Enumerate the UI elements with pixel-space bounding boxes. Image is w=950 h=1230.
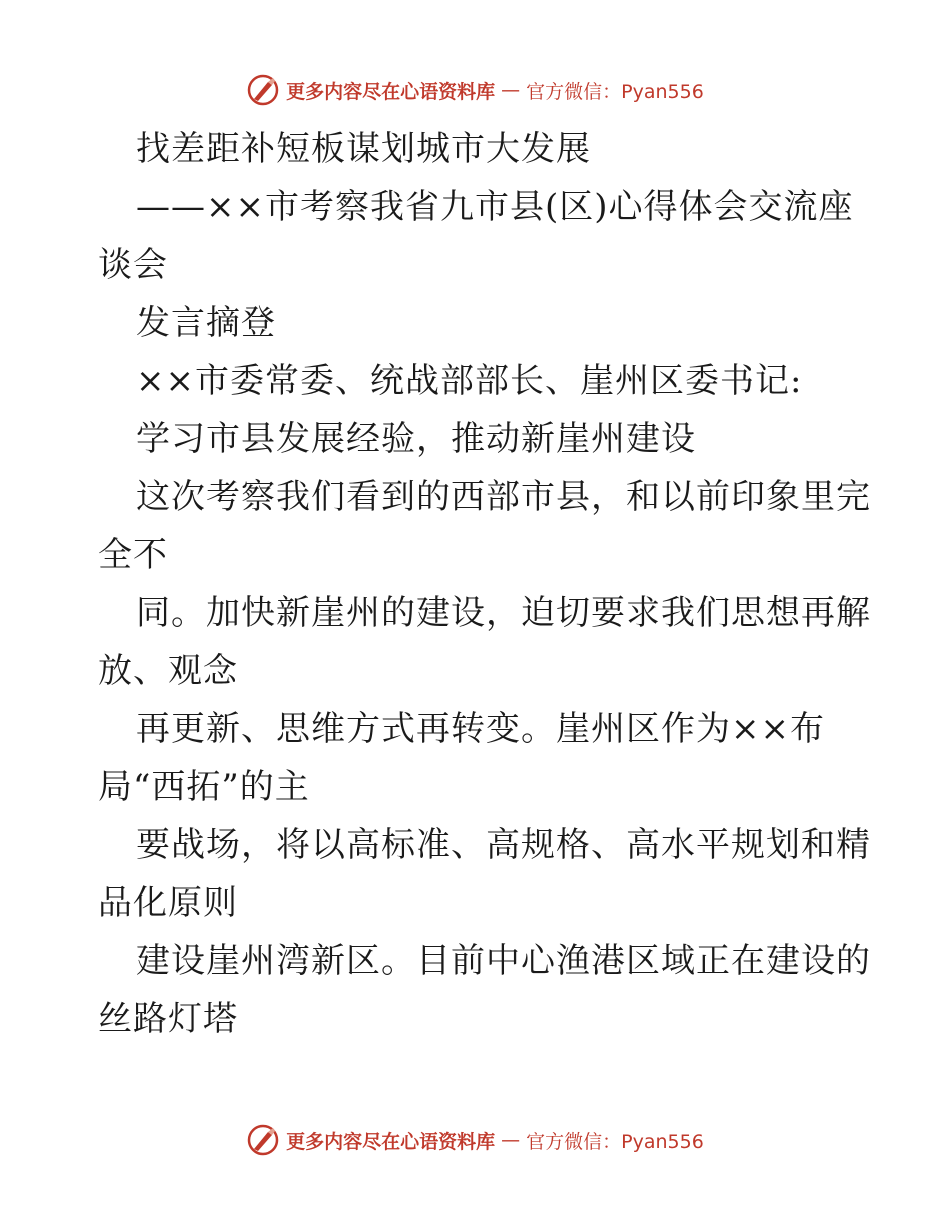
header-dash: — (501, 79, 521, 101)
text-line: 要战场，将以高标准、高规格、高水平规划和精 (136, 825, 871, 865)
footer-wechat-text: 官方微信：Pyan556 (526, 1130, 704, 1153)
text-line: 局“西拓”的主 (98, 767, 310, 807)
text-line: 谈会 (98, 245, 168, 285)
footer-dash: — (501, 1129, 521, 1151)
text-line: 找差距补短板谋划城市大发展 (136, 129, 591, 169)
document-body (98, 120, 871, 1048)
header-site-text: 更多内容尽在心语资料库 (286, 80, 496, 103)
text-line: 发言摘登 (136, 303, 276, 343)
text-line: 这次考察我们看到的西部市县，和以前印象里完 (136, 477, 871, 517)
text-line: 丝路灯塔 (98, 999, 238, 1039)
pen-logo-icon (246, 1123, 280, 1157)
text-line: 建设崖州湾新区。目前中心渔港区域正在建设的 (136, 941, 871, 981)
text-line: 再更新、思维方式再转变。崖州区作为××布 (136, 709, 825, 749)
footer-banner (0, 1120, 950, 1160)
text-line: ××市委常委、统战部部长、崖州区委书记: (136, 361, 803, 401)
header-banner (0, 70, 950, 110)
header-wechat-text: 官方微信：Pyan556 (526, 80, 704, 103)
text-line: 学习市县发展经验，推动新崖州建设 (136, 419, 696, 459)
text-line: 同。加快新崖州的建设，迫切要求我们思想再解 (136, 593, 871, 633)
text-line: ——××市考察我省九市县(区)心得体会交流座 (136, 187, 854, 227)
text-line: 放、观念 (98, 651, 238, 691)
text-line: 品化原则 (98, 883, 238, 923)
text-line: 全不 (98, 535, 168, 575)
pen-logo-icon (246, 73, 280, 107)
footer-site-text: 更多内容尽在心语资料库 (286, 1130, 496, 1153)
